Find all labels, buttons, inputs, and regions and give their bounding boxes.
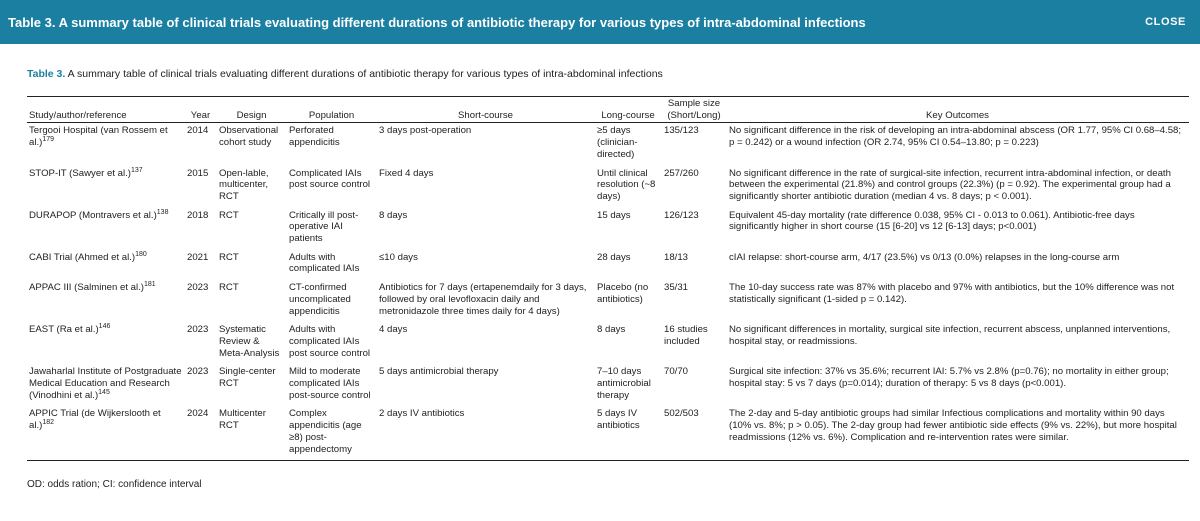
cell-short-course	[377, 166, 595, 208]
cell-key-outcomes	[727, 322, 1189, 364]
cell-sample-size	[662, 250, 727, 280]
cell-population	[287, 406, 377, 460]
table-row	[27, 280, 1189, 322]
cell-short-course	[377, 364, 595, 406]
reference-number: 179	[42, 135, 55, 143]
close-button[interactable]: CLOSE	[1145, 16, 1186, 28]
cell-study-text: Jawaharlal Institute of Postgraduate Medical Education and Research (Vinodhini et al.)	[29, 366, 182, 401]
col-header-key-outcomes: Key Outcomes	[926, 109, 989, 121]
cell-design-text: Single-center RCT	[219, 366, 276, 390]
cell-long-course	[595, 123, 662, 166]
cell-study-text: EAST (Ra et al.)	[29, 324, 99, 336]
cell-year-text: 2023	[187, 282, 209, 294]
cell-study	[27, 406, 185, 460]
cell-sample-size	[662, 406, 727, 460]
cell-study-text: APPAC III (Salminen et al.)	[29, 282, 144, 294]
cell-population	[287, 250, 377, 280]
cell-long-course	[595, 208, 662, 250]
cell-short-course-text: 2 days IV antibiotics	[379, 408, 465, 420]
cell-key-outcomes-text: The 10-day success rate was 87% with placebo and 97% with antibiotics, but the 10% difference was not statistically significant (1-sided p = 0.142).	[729, 282, 1175, 305]
cell-key-outcomes-text: The 2-day and 5-day antibiotic groups had similar Infectious complications and mortality within 90 days (10% vs. 8%; p > 0.05). The 2-day group had fewer antibiotic side effects (9% vs. 22%), but more hospital readmissions (12% vs. 6%). Complication and re-intervention rates were similar.	[729, 408, 1177, 443]
cell-population	[287, 364, 377, 406]
col-header-study: Study/author/reference	[29, 109, 127, 121]
cell-year-text: 2023	[187, 366, 209, 378]
cell-key-outcomes-text: No significant difference in the risk of developing an intra-abdominal abscess (OR 1.77, 95% CI 0.68–4.58; p = 0.242) or a wound infection (OR 2.74, 95% CI 0.54–13.80; p = 0.223)	[729, 125, 1182, 149]
cell-short-course-text: 3 days post-operation	[379, 125, 472, 137]
cell-short-course-text: Fixed 4 days	[379, 167, 434, 179]
col-header-short-course: Short-course	[458, 109, 513, 121]
cell-study	[27, 166, 185, 208]
cell-study-text: APPIC Trial (de Wijkerslooth et al.)	[29, 408, 161, 432]
cell-study	[27, 250, 185, 280]
reference-number: 180	[135, 250, 147, 258]
cell-population	[287, 123, 377, 166]
cell-sample-size-text: 257/260	[664, 167, 699, 179]
cell-key-outcomes	[727, 166, 1189, 208]
cell-population-text: Perforated appendicitis	[289, 125, 340, 149]
reference-number: 181	[144, 280, 156, 288]
cell-sample-size	[662, 208, 727, 250]
cell-sample-size-text: 35/31	[664, 282, 689, 294]
cell-sample-size	[662, 123, 727, 166]
cell-short-course-text: 8 days	[379, 209, 408, 221]
dialog-title: Table 3. A summary table of clinical trials evaluating different durations of antibiotic therapy for various types of intra-abdominal infections	[8, 14, 866, 30]
cell-design-text: Observational cohort study	[219, 125, 279, 149]
cell-population-text: Complicated IAIs post source control	[289, 167, 371, 191]
cell-long-course-text: 28 days	[597, 251, 631, 263]
cell-long-course	[595, 406, 662, 460]
cell-short-course	[377, 406, 595, 460]
cell-design	[217, 166, 287, 208]
cell-long-course-text: Until clinical resolution (~8 days)	[597, 167, 656, 202]
cell-long-course	[595, 322, 662, 364]
cell-design-text: Open-lable, multicenter, RCT	[219, 167, 269, 202]
table-row	[27, 123, 1189, 166]
cell-population	[287, 166, 377, 208]
cell-year	[185, 364, 217, 406]
cell-long-course-text: ≥5 days (clinician-directed)	[597, 125, 638, 160]
table-row	[27, 208, 1189, 250]
cell-study-text: STOP-IT (Sawyer et al.)	[29, 167, 132, 179]
cell-short-course-text: 5 days antimicrobial therapy	[379, 366, 499, 378]
table-row	[27, 364, 1189, 406]
cell-study-text: CABI Trial (Ahmed et al.)	[29, 251, 136, 263]
cell-design-text: Multicenter RCT	[219, 408, 266, 432]
cell-design	[217, 406, 287, 460]
cell-sample-size-text: 135/123	[664, 125, 699, 137]
table-container	[0, 44, 1200, 490]
cell-sample-size	[662, 166, 727, 208]
cell-population-text: CT-confirmed uncomplicated appendicitis	[289, 282, 351, 317]
cell-year	[185, 166, 217, 208]
cell-design-text: Systematic Review & Meta-Analysis	[219, 324, 280, 359]
cell-year-text: 2021	[187, 251, 209, 263]
cell-design-text: RCT	[219, 209, 239, 221]
col-header-design: Design	[236, 109, 267, 121]
col-header-population: Population	[308, 109, 355, 121]
cell-sample-size-text: 126/123	[664, 209, 699, 221]
cell-key-outcomes-text: Equivalent 45-day mortality (rate difference 0.038, 95% CI - 0.013 to 0.061). Antibiotic-free days significantly higher in short course (15 [6-20] vs 12 [6-13] days; p<0.001)	[729, 209, 1135, 233]
cell-sample-size-text: 502/503	[664, 408, 699, 420]
reference-number: 137	[131, 166, 143, 174]
cell-long-course-text: Placebo (no antibiotics)	[597, 282, 649, 305]
cell-study	[27, 280, 185, 322]
cell-long-course-text: 15 days	[597, 209, 631, 221]
cell-long-course	[595, 166, 662, 208]
cell-long-course	[595, 280, 662, 322]
reference-number: 146	[98, 323, 111, 331]
reference-number: 182	[42, 418, 55, 426]
cell-long-course-text: 8 days	[597, 324, 626, 336]
cell-key-outcomes	[727, 364, 1189, 406]
cell-long-course-text: 5 days IV antibiotics	[597, 408, 640, 432]
cell-short-course	[377, 208, 595, 250]
dialog-header	[0, 0, 1200, 44]
cell-short-course-text: ≤10 days	[379, 251, 418, 263]
col-header-long-course: Long-course	[601, 109, 655, 121]
cell-key-outcomes	[727, 250, 1189, 280]
cell-year-text: 2024	[187, 408, 209, 420]
cell-year	[185, 280, 217, 322]
cell-key-outcomes-text: No significant difference in the rate of surgical-site infection, recurrent intra-abdominal infection, or death between the experimental (21.8%) and control groups (22.3%) (p = 0.92). The experimental group had a significantly shorter antibiotic duration (median 4 vs. 8 days; p < 0.001).	[729, 167, 1171, 202]
reference-number: 138	[156, 208, 169, 216]
cell-year	[185, 406, 217, 460]
table-row	[27, 406, 1189, 460]
cell-population	[287, 322, 377, 364]
cell-sample-size	[662, 364, 727, 406]
cell-short-course	[377, 280, 595, 322]
cell-key-outcomes	[727, 123, 1189, 166]
cell-population-text: Mild to moderate complicated IAIs post-source control	[289, 366, 371, 401]
cell-year	[185, 123, 217, 166]
cell-sample-size-text: 70/70	[664, 366, 689, 378]
cell-sample-size	[662, 322, 727, 364]
cell-year-text: 2018	[187, 209, 209, 221]
cell-key-outcomes-text: cIAI relapse: short-course arm, 4/17 (23.5%) vs 0/13 (0.0%) relapses in the long-course arm	[729, 251, 1120, 263]
col-header-year: Year	[190, 109, 211, 121]
cell-year	[185, 322, 217, 364]
cell-study-text: DURAPOP (Montravers et al.)	[29, 209, 157, 221]
cell-design	[217, 322, 287, 364]
table-header-row	[27, 97, 1189, 123]
cell-sample-size	[662, 280, 727, 322]
cell-long-course	[595, 364, 662, 406]
cell-study	[27, 123, 185, 166]
cell-key-outcomes	[727, 406, 1189, 460]
cell-population	[287, 280, 377, 322]
cell-study	[27, 364, 185, 406]
cell-key-outcomes	[727, 280, 1189, 322]
col-header-sample-size: Sample size (Short/Long)	[667, 98, 721, 121]
cell-design	[217, 280, 287, 322]
cell-population-text: Complex appendicitis (age ≥8) post-appendectomy	[289, 408, 362, 455]
table-caption	[27, 68, 1190, 80]
cell-study	[27, 322, 185, 364]
cell-design-text: RCT	[219, 251, 239, 263]
cell-population	[287, 208, 377, 250]
cell-design	[217, 364, 287, 406]
cell-design	[217, 208, 287, 250]
cell-key-outcomes	[727, 208, 1189, 250]
cell-key-outcomes-text: No significant differences in mortality, surgical site infection, recurrent abscess, unplanned interventions, hospital stay, or readmissions.	[729, 324, 1171, 347]
cell-long-course-text: 7–10 days antimicrobial therapy	[597, 366, 651, 401]
cell-year-text: 2023	[187, 324, 209, 336]
cell-short-course-text: 4 days	[379, 324, 408, 336]
cell-study	[27, 208, 185, 250]
cell-short-course	[377, 250, 595, 280]
table-row	[27, 250, 1189, 280]
cell-year-text: 2014	[187, 125, 209, 137]
cell-year	[185, 250, 217, 280]
table-footnote: OD: odds ration; CI: confidence interval	[27, 479, 202, 491]
cell-short-course	[377, 123, 595, 166]
cell-design-text: RCT	[219, 282, 239, 294]
cell-sample-size-text: 16 studies included	[664, 324, 708, 347]
cell-design	[217, 250, 287, 280]
cell-sample-size-text: 18/13	[664, 251, 689, 263]
cell-long-course	[595, 250, 662, 280]
table-row	[27, 322, 1189, 364]
cell-key-outcomes-text: Surgical site infection: 37% vs 35.6%; recurrent IAI: 5.7% vs 2.8% (p=0.76); no mortality in either group; hospital stay: 5 vs 7 days (p=0.014); duration of therapy: 5 vs 8 days (p<0.001).	[729, 366, 1169, 390]
cell-population-text: Critically ill post-operative IAI patients	[289, 209, 359, 245]
cell-population-text: Adults with complicated IAIs	[289, 251, 360, 275]
cell-study-text: Tergooi Hospital (van Rossem et al.)	[29, 125, 168, 149]
reference-number: 145	[98, 388, 110, 396]
trials-table	[27, 96, 1189, 461]
table-body	[27, 123, 1189, 461]
cell-year-text: 2015	[187, 167, 209, 179]
cell-short-course-text: Antibiotics for 7 days (ertapenemdaily for 3 days, followed by oral levofloxacin daily and metronidazole three times daily for 4 days)	[379, 282, 587, 317]
cell-year	[185, 208, 217, 250]
caption-text: A summary table of clinical trials evaluating different durations of antibiotic therapy for various types of intra-abdominal infections	[67, 68, 663, 80]
table-row	[27, 166, 1189, 208]
caption-label: Table 3.	[27, 68, 66, 80]
cell-design	[217, 123, 287, 166]
cell-population-text: Adults with complicated IAIs post source control	[289, 324, 371, 359]
cell-short-course	[377, 322, 595, 364]
